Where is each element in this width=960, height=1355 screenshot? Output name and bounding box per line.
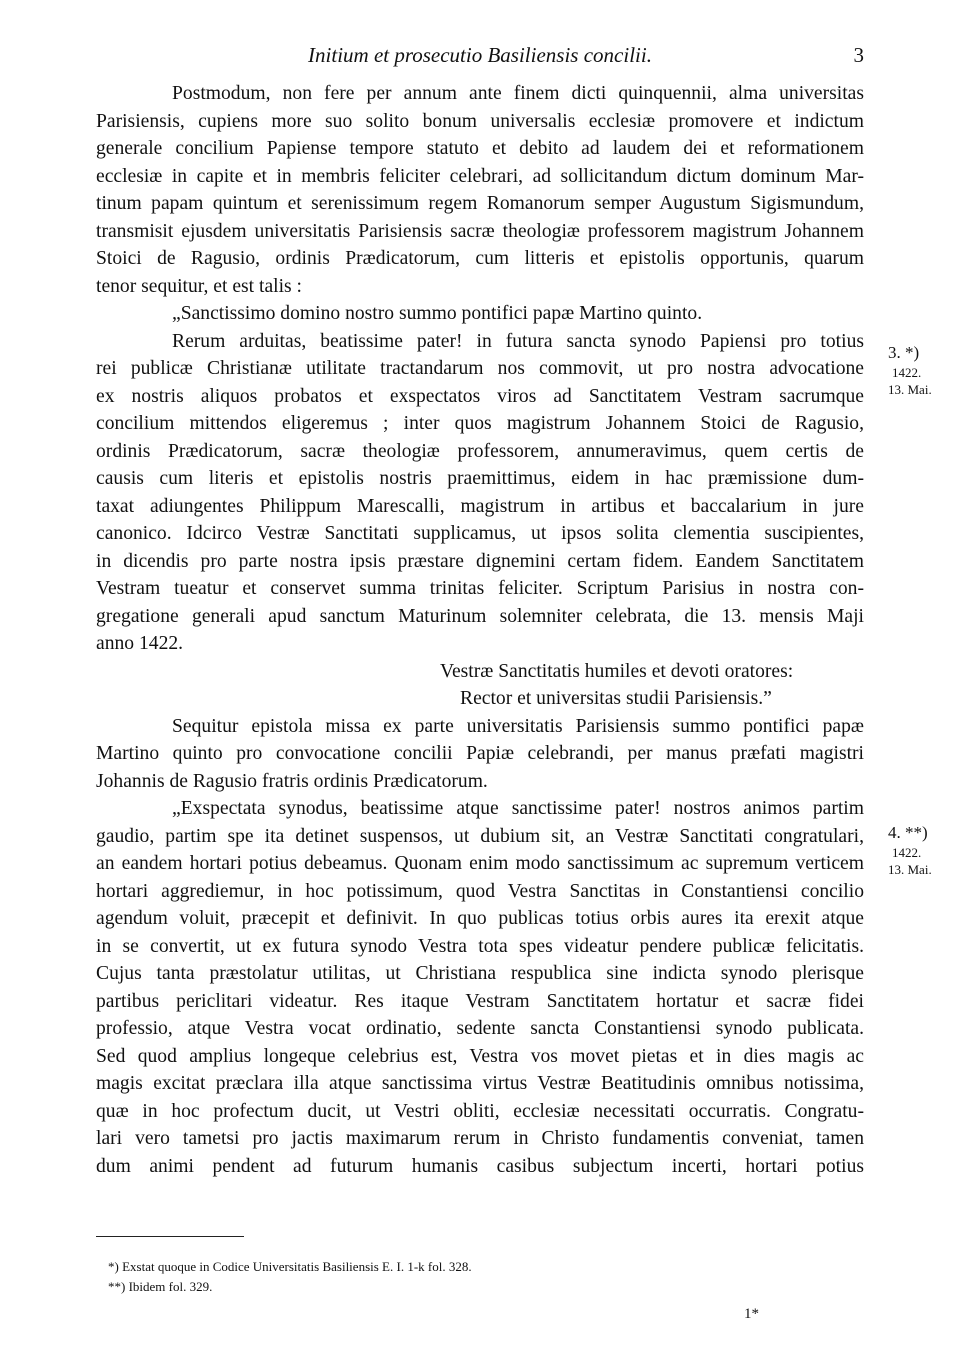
- text-line: an eandem hortari potius debeamus. Quonam enim modo sanctissimum ac supremum verticem: [96, 853, 864, 874]
- text-line: Rerum arduitas, beatissime pater! in futura sancta synodo Papiensi pro totius: [172, 330, 864, 352]
- margin-note: [888, 342, 960, 398]
- text-line: Martino quinto pro convocatione concilii Papiæ celebrandi, per manus præfati magistri: [96, 743, 864, 764]
- text-line: Parisiensis, cupiens more suo solito bonum universalis ecclesiæ promovere et indictum: [96, 110, 864, 132]
- text-line: Cujus tanta præstolatur utilitas, ut Christiana respublica sine indicta synodo plerisque: [96, 963, 864, 984]
- text-line: generale concilium Papiense tempore statuto et debito ad laudem dei et reformationem: [96, 138, 864, 159]
- text-line: in se convertit, ut ex futura synodo Vestra tota spes videatur pendere publicæ felicitatis.: [96, 935, 864, 957]
- text-line: anno 1422.: [96, 633, 184, 654]
- running-title: Initium et prosecutio Basiliensis concilii.: [308, 43, 652, 67]
- page-header: [96, 40, 864, 70]
- text-line: quæ in hoc profectum ducit, ut Vestri obliti, ecclesiæ necessitati occurratis. Congratu-: [96, 1100, 864, 1122]
- text-line: agendum voluit, præcepit et definivit. In quo publicas totius orbis aures ita erexit atque: [96, 908, 864, 929]
- text-line: ordinis Prædicatorum, sacræ theologiæ professorem, annumeravimus, quem certis de: [96, 440, 864, 462]
- margin-note-date: 13. Mai.: [888, 862, 932, 877]
- footnotes: [96, 1257, 864, 1297]
- text-line: lari vero tametsi pro jactis maximarum rerum in Christo fundamentis conveniat, tamen: [96, 1128, 864, 1149]
- text-line: „Exspectata synodus, beatissime atque sanctissime pater! nostros animos partim: [172, 798, 864, 819]
- text-line: partibus periclitari videatur. Res itaque Vestram Sanctitatem hortatur et sacræ fidei: [96, 990, 864, 1012]
- text-line: Sed quod amplius longeque celebrius est, Vestra vos movet pietas et in dies magis ac: [96, 1045, 864, 1067]
- text-line: causis cum literis et epistolis nostris praemittimus, eidem in hac præmissione dum-: [96, 468, 864, 489]
- text-line: magis excitat præclara illa atque sanctissima virtus Vestræ Beatitudinis omnibus notissima,: [96, 1073, 864, 1094]
- text-line: gregatione generali apud sanctum Maturinum solemniter celebrata, die 13. mensis Maji: [96, 605, 864, 627]
- footnote: *) Exstat quoque in Codice Universitatis Basiliensis E. I. 1-k fol. 328.: [108, 1259, 472, 1274]
- body-text: [96, 80, 864, 1180]
- text-line: Postmodum, non fere per annum ante finem dicti quinquennii, alma universitas: [172, 83, 864, 104]
- text-line: ex nostris aliquos probatos et exspectatos viros ad Sanctitatem Vestram sacrumque: [96, 385, 864, 407]
- text-line: tinum papam quintum et serenissimum regem Romanorum semper Augustum Sigismundum,: [96, 193, 864, 214]
- text-line: Stoici de Ragusio, ordinis Prædicatorum, cum litteris et epistolis opportunis, quarum: [96, 248, 864, 269]
- margin-note: [888, 822, 960, 878]
- signature-line: Vestræ Sanctitatis humiles et devoti oratores:: [440, 660, 794, 682]
- margin-note-number: 4. **): [888, 823, 928, 842]
- text-line: transmisit ejusdem universitatis Parisiensis sacræ theologiæ professorem magistrum Johannem: [96, 220, 864, 242]
- text-line: ecclesiæ in capite et in membris feliciter celebrari, ad sollicitandum dictum dominum Mar-: [96, 165, 864, 187]
- text-line: rei publicæ Christianæ utilitate tractandarum nos commovit, ut pro nostra advocatione: [96, 358, 864, 379]
- margin-note-year: 1422.: [892, 845, 922, 860]
- footnote-divider: [96, 1236, 244, 1237]
- text-line: Sequitur epistola missa ex parte universitatis Parisiensis summo pontifici papæ: [172, 715, 864, 737]
- text-line: professio, atque Vestra vocat ordinatio, sedente sancta Constantiensi synodo publicata.: [96, 1018, 864, 1039]
- margin-note-year: 1422.: [892, 365, 922, 380]
- text-line: tenor sequitur, et est talis :: [96, 275, 302, 297]
- text-line: Johannis de Ragusio fratris ordinis Prædicatorum.: [96, 770, 488, 792]
- text-line: dum animi pendent ad futurum humanis casibus subjectum incerti, hortari potius: [96, 1155, 864, 1177]
- text-line: Vestram tueatur et conservet summa trinitas feliciter. Scriptum Parisius in nostra con-: [96, 578, 864, 599]
- text-line: „Sanctissimo domino nostro summo pontifici papæ Martino quinto.: [172, 303, 703, 324]
- text-line: hortari aggrediemur, in hoc potissimum, quod Vestra Sanctitas in Constantiensi concilio: [96, 880, 864, 902]
- margin-note-number: 3. *): [888, 343, 920, 362]
- text-line: gaudio, partim spe ita detinet suspensos, ut dubium sit, an Vestræ Sanctitati congratulari,: [96, 825, 864, 847]
- margin-note-date: 13. Mai.: [888, 382, 932, 397]
- text-line: concilium mittendos eligeremus ; inter quos magistrum Johannem Stoici de Ragusio,: [96, 413, 864, 434]
- text-line: taxat adiungentes Philippum Marescalli, magistrum in artibus et baccalarium in jure: [96, 495, 864, 517]
- signature-line: Rector et universitas studii Parisiensis.”: [460, 688, 772, 709]
- signature-mark: 1*: [744, 1306, 759, 1322]
- footnote: **) Ibidem fol. 329.: [108, 1279, 213, 1294]
- text-line: in dicendis pro parte nostra ipsis præstare dignemini certam fidem. Eandem Sanctitatem: [96, 550, 864, 572]
- page-number: 3: [853, 43, 864, 67]
- text-line: canonico. Idcirco Vestræ Sanctitati supplicamus, ut ipsos solita clementia suscipientes,: [96, 523, 864, 544]
